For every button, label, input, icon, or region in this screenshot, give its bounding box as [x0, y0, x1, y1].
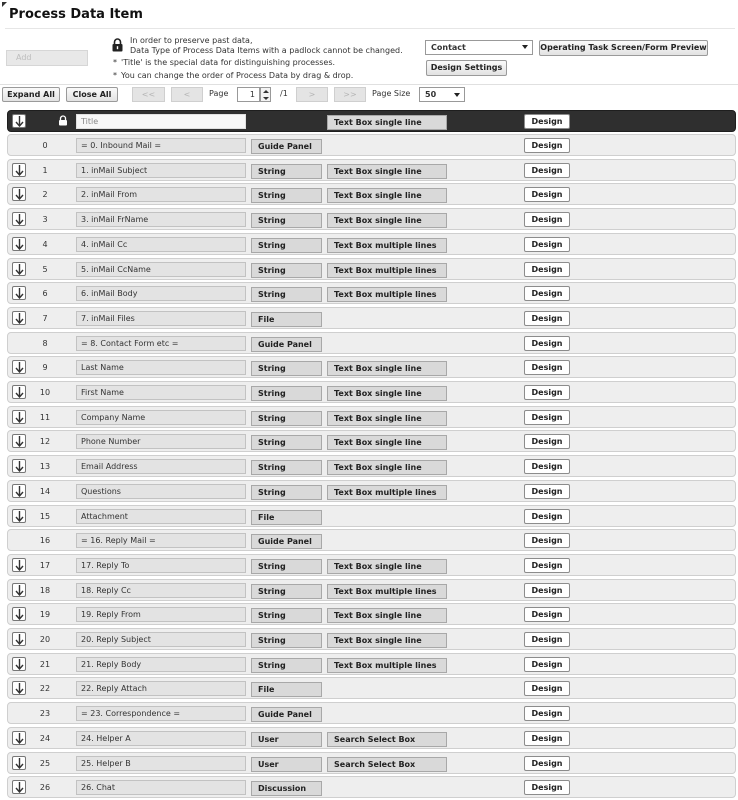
arrow-down-icon [15, 313, 24, 324]
data-type-select[interactable]: User [251, 757, 322, 772]
padlock-icon [111, 38, 124, 52]
table-row [7, 332, 736, 354]
table-row [7, 455, 736, 477]
padlock-icon [58, 115, 68, 128]
design-button[interactable]: Design [524, 780, 570, 795]
item-title-input[interactable]: 22. Reply Attach [76, 681, 246, 696]
arrow-down-icon [15, 659, 24, 670]
row-number: 8 [42, 339, 48, 348]
table-row [7, 554, 736, 576]
design-button[interactable]: Design [524, 459, 570, 474]
design-button[interactable]: Design [524, 237, 570, 252]
data-type-select[interactable]: String [251, 164, 322, 179]
item-title-input[interactable]: 5. inMail CcName [76, 262, 246, 277]
table-row [7, 430, 736, 452]
next-page-button[interactable]: > [296, 87, 328, 102]
control-type-select[interactable]: Text Box single line [327, 164, 447, 179]
row-number: 26 [39, 783, 51, 792]
drag-handle[interactable] [12, 632, 26, 646]
item-title-input[interactable]: 26. Chat [76, 780, 246, 795]
table-row [7, 628, 736, 650]
drag-handle[interactable] [12, 311, 26, 325]
drag-handle[interactable] [12, 262, 26, 276]
arrow-down-icon [15, 634, 24, 645]
row-number: 14 [39, 487, 51, 496]
arrow-down-icon [15, 264, 24, 275]
control-type-select[interactable]: Text Box single line [327, 386, 447, 401]
item-title-input[interactable]: Questions [76, 484, 246, 499]
first-page-button[interactable]: << [132, 87, 165, 102]
spinner-down-icon[interactable] [263, 97, 269, 100]
item-title-input[interactable]: Attachment [76, 509, 246, 524]
page-size-value: 50 [425, 90, 437, 99]
drag-handle[interactable] [12, 114, 26, 128]
control-type-select[interactable]: Text Box single line [327, 188, 447, 203]
expand-all-button[interactable]: Expand All [2, 87, 60, 102]
table-row [7, 208, 736, 230]
drag-handle[interactable] [12, 681, 26, 695]
table-row [7, 233, 736, 255]
table-row [7, 603, 736, 625]
row-number: 25 [39, 759, 51, 768]
row-number: 7 [42, 314, 48, 323]
row-number: 22 [39, 684, 51, 693]
table-row [7, 258, 736, 280]
item-title-input[interactable]: = 23. Correspondence = [76, 706, 246, 721]
design-button[interactable]: Design [524, 262, 570, 277]
control-type-select[interactable]: Search Select Box [327, 732, 447, 747]
data-type-select[interactable]: String [251, 559, 322, 574]
row-number: 13 [39, 462, 51, 471]
form-select-value: Contact [431, 43, 466, 52]
info-line-1: In order to preserve past data, [130, 36, 253, 45]
design-button[interactable]: Design [524, 756, 570, 771]
item-title-input[interactable]: 1. inMail Subject [76, 163, 246, 178]
arrow-down-icon [15, 461, 24, 472]
drag-handle[interactable] [12, 780, 26, 794]
data-type-select[interactable]: Guide Panel [251, 534, 322, 549]
last-page-button[interactable]: >> [334, 87, 366, 102]
data-type-select[interactable]: String [251, 238, 322, 253]
table-row [7, 702, 736, 724]
design-button[interactable]: Design [524, 434, 570, 449]
table-row [7, 677, 736, 699]
item-title-input[interactable]: Phone Number [76, 434, 246, 449]
row-number: 12 [39, 437, 51, 446]
table-row [7, 653, 736, 675]
design-button[interactable]: Design [524, 706, 570, 721]
drag-handle[interactable] [12, 212, 26, 226]
table-row [7, 159, 736, 181]
design-button[interactable]: Design [524, 163, 570, 178]
drag-handle[interactable] [12, 731, 26, 745]
info-line-2: Data Type of Process Data Items with a padlock cannot be changed. [130, 46, 403, 55]
design-button[interactable]: Design [524, 360, 570, 375]
design-button[interactable]: Design [524, 509, 570, 524]
data-type-select[interactable]: String [251, 386, 322, 401]
add-button[interactable]: Add [6, 50, 88, 66]
data-type-select[interactable]: String [251, 263, 322, 278]
drag-handle[interactable] [12, 385, 26, 399]
info-star-2: * [113, 71, 117, 80]
table-row [7, 480, 736, 502]
table-row [7, 381, 736, 403]
design-button[interactable]: Design [524, 410, 570, 425]
drag-handle[interactable] [12, 484, 26, 498]
drag-handle[interactable] [12, 434, 26, 448]
row-number: 11 [39, 413, 51, 422]
page-title: Process Data Item [9, 7, 143, 22]
arrow-down-icon [15, 412, 24, 423]
data-type-select[interactable]: String [251, 287, 322, 302]
row-number: 18 [39, 586, 51, 595]
control-type-select[interactable]: Text Box multiple lines [327, 287, 447, 302]
item-title-input[interactable]: Last Name [76, 360, 246, 375]
drag-handle[interactable] [12, 459, 26, 473]
table-row [7, 183, 736, 205]
row-number: 9 [42, 363, 48, 372]
prev-page-button[interactable]: < [171, 87, 203, 102]
arrow-down-icon [15, 165, 24, 176]
control-type-select[interactable]: Text Box single line [327, 435, 447, 450]
control-type-select[interactable]: Text Box single line [327, 460, 447, 475]
control-type-select[interactable]: Text Box multiple lines [327, 263, 447, 278]
control-type-select[interactable]: Text Box single line [327, 411, 447, 426]
item-title-input[interactable]: 17. Reply To [76, 558, 246, 573]
item-title-input[interactable]: 4. inMail Cc [76, 237, 246, 252]
drag-handle[interactable] [12, 756, 26, 770]
arrow-down-icon [15, 733, 24, 744]
control-type-select[interactable]: Text Box multiple lines [327, 658, 447, 673]
control-type-select[interactable]: Search Select Box [327, 757, 447, 772]
item-title-input[interactable]: 25. Helper B [76, 756, 246, 771]
page-spinner[interactable] [260, 87, 271, 102]
row-number: 23 [39, 709, 51, 718]
arrow-down-icon [15, 387, 24, 398]
info-line-3: 'Title' is the special data for distinguishing processes. [121, 58, 336, 67]
arrow-down-icon [15, 214, 24, 225]
arrow-down-icon [15, 189, 24, 200]
data-type-select[interactable]: String [251, 658, 322, 673]
table-row [7, 505, 736, 527]
data-type-select[interactable]: String [251, 361, 322, 376]
row-number: 5 [42, 265, 48, 274]
corner-mark [2, 2, 7, 7]
row-number: 3 [42, 215, 48, 224]
table-row [7, 776, 736, 798]
drag-handle[interactable] [12, 558, 26, 572]
item-title-input[interactable]: Email Address [76, 459, 246, 474]
data-type-select[interactable]: Guide Panel [251, 337, 322, 352]
drag-handle[interactable] [12, 509, 26, 523]
item-title-input[interactable]: = 16. Reply Mail = [76, 533, 246, 548]
chevron-down-icon [454, 93, 460, 97]
item-title-input[interactable]: 3. inMail FrName [76, 212, 246, 227]
data-type-select[interactable]: User [251, 732, 322, 747]
row-number: 15 [39, 512, 51, 521]
control-type-select[interactable]: Text Box single line [327, 559, 447, 574]
control-type-select[interactable]: Text Box single line [327, 115, 447, 130]
header-row [7, 110, 736, 132]
arrow-down-icon [15, 511, 24, 522]
design-button[interactable]: Design [524, 731, 570, 746]
table-row [7, 752, 736, 774]
drag-handle[interactable] [12, 410, 26, 424]
control-type-select[interactable]: Text Box single line [327, 213, 447, 228]
data-type-select[interactable]: Guide Panel [251, 707, 322, 722]
row-number: 24 [39, 734, 51, 743]
data-type-select[interactable]: File [251, 510, 322, 525]
chevron-down-icon [522, 45, 528, 49]
form-preview-button[interactable]: Operating Task Screen/Form Preview [539, 40, 708, 56]
row-number: 17 [39, 561, 51, 570]
control-type-select[interactable]: Text Box multiple lines [327, 238, 447, 253]
design-button[interactable]: Design [524, 657, 570, 672]
table-row [7, 307, 736, 329]
page-size-label: Page Size [372, 89, 411, 98]
toolbar-divider [0, 84, 738, 85]
row-number: 1 [42, 166, 48, 175]
row-number: 0 [42, 141, 48, 150]
arrow-down-icon [15, 486, 24, 497]
page-label: Page [209, 89, 229, 98]
form-select[interactable] [425, 40, 533, 55]
item-title-input[interactable]: First Name [76, 385, 246, 400]
control-type-select[interactable]: Text Box single line [327, 361, 447, 376]
close-all-button[interactable]: Close All [66, 87, 118, 102]
item-title-input[interactable]: 2. inMail From [76, 187, 246, 202]
arrow-down-icon [15, 436, 24, 447]
design-settings-button[interactable]: Design Settings [426, 60, 507, 76]
design-button[interactable]: Design [524, 583, 570, 598]
control-type-select[interactable]: Text Box single line [327, 608, 447, 623]
row-number: 2 [42, 190, 48, 199]
drag-handle[interactable] [12, 163, 26, 177]
page-total: /1 [280, 89, 288, 98]
table-row [7, 529, 736, 551]
design-button[interactable]: Design [524, 311, 570, 326]
title-divider [5, 28, 735, 29]
design-button[interactable]: Design [524, 336, 570, 351]
arrow-down-icon [15, 116, 24, 127]
item-title-input[interactable]: 21. Reply Body [76, 657, 246, 672]
arrow-down-icon [15, 362, 24, 373]
drag-handle[interactable] [12, 657, 26, 671]
info-line-4: You can change the order of Process Data by drag & drop. [121, 71, 354, 80]
design-button[interactable]: Design [524, 558, 570, 573]
drag-handle[interactable] [12, 607, 26, 621]
item-title-input[interactable]: 7. inMail Files [76, 311, 246, 326]
design-button[interactable]: Design [524, 138, 570, 153]
design-button[interactable]: Design [524, 681, 570, 696]
design-button[interactable]: Design [524, 632, 570, 647]
design-button[interactable]: Design [524, 484, 570, 499]
title-input[interactable]: Title [76, 114, 246, 129]
design-button[interactable]: Design [524, 607, 570, 622]
control-type-select[interactable]: Text Box single line [327, 633, 447, 648]
drag-handle[interactable] [12, 286, 26, 300]
row-number: 16 [39, 536, 51, 545]
arrow-down-icon [15, 758, 24, 769]
arrow-down-icon [15, 288, 24, 299]
data-type-select[interactable]: Discussion [251, 781, 322, 796]
item-title-input[interactable]: = 8. Contact Form etc = [76, 336, 246, 351]
info-star-1: * [113, 58, 117, 67]
item-title-input[interactable]: 6. inMail Body [76, 286, 246, 301]
row-number: 4 [42, 240, 48, 249]
arrow-down-icon [15, 239, 24, 250]
data-type-select[interactable]: File [251, 682, 322, 697]
item-title-input[interactable]: 18. Reply Cc [76, 583, 246, 598]
table-row [7, 356, 736, 378]
design-button[interactable]: Design [524, 114, 570, 129]
table-row [7, 579, 736, 601]
data-type-select[interactable]: String [251, 460, 322, 475]
data-type-select[interactable]: Guide Panel [251, 139, 322, 154]
table-row [7, 282, 736, 304]
item-title-input[interactable]: 20. Reply Subject [76, 632, 246, 647]
arrow-down-icon [15, 560, 24, 571]
design-button[interactable]: Design [524, 187, 570, 202]
table-row [7, 134, 736, 156]
item-title-input[interactable]: 24. Helper A [76, 731, 246, 746]
drag-handle[interactable] [12, 360, 26, 374]
item-title-input[interactable]: Company Name [76, 410, 246, 425]
design-button[interactable]: Design [524, 533, 570, 548]
control-type-select[interactable]: Text Box multiple lines [327, 584, 447, 599]
item-title-input[interactable]: = 0. Inbound Mail = [76, 138, 246, 153]
design-button[interactable]: Design [524, 385, 570, 400]
drag-handle[interactable] [12, 583, 26, 597]
data-type-select[interactable]: String [251, 411, 322, 426]
spinner-up-icon[interactable] [263, 90, 269, 93]
row-number: 10 [39, 388, 51, 397]
data-type-select[interactable]: String [251, 435, 322, 450]
design-button[interactable]: Design [524, 286, 570, 301]
data-type-select[interactable]: String [251, 485, 322, 500]
control-type-select[interactable]: Text Box multiple lines [327, 485, 447, 500]
data-type-select[interactable]: File [251, 312, 322, 327]
table-row [7, 727, 736, 749]
row-number: 20 [39, 635, 51, 644]
row-number: 21 [39, 660, 51, 669]
table-row [7, 406, 736, 428]
row-number: 19 [39, 610, 51, 619]
data-type-select[interactable]: String [251, 633, 322, 648]
drag-handle[interactable] [12, 237, 26, 251]
arrow-down-icon [15, 782, 24, 793]
data-type-select[interactable]: String [251, 213, 322, 228]
row-number: 6 [42, 289, 48, 298]
arrow-down-icon [15, 609, 24, 620]
item-title-input[interactable]: 19. Reply From [76, 607, 246, 622]
drag-handle[interactable] [12, 187, 26, 201]
design-button[interactable]: Design [524, 212, 570, 227]
page-size-select[interactable] [419, 87, 465, 102]
arrow-down-icon [15, 585, 24, 596]
data-type-select[interactable]: String [251, 608, 322, 623]
data-type-select[interactable]: String [251, 188, 322, 203]
arrow-down-icon [15, 683, 24, 694]
page-input[interactable]: 1 [237, 87, 260, 102]
data-type-select[interactable]: String [251, 584, 322, 599]
